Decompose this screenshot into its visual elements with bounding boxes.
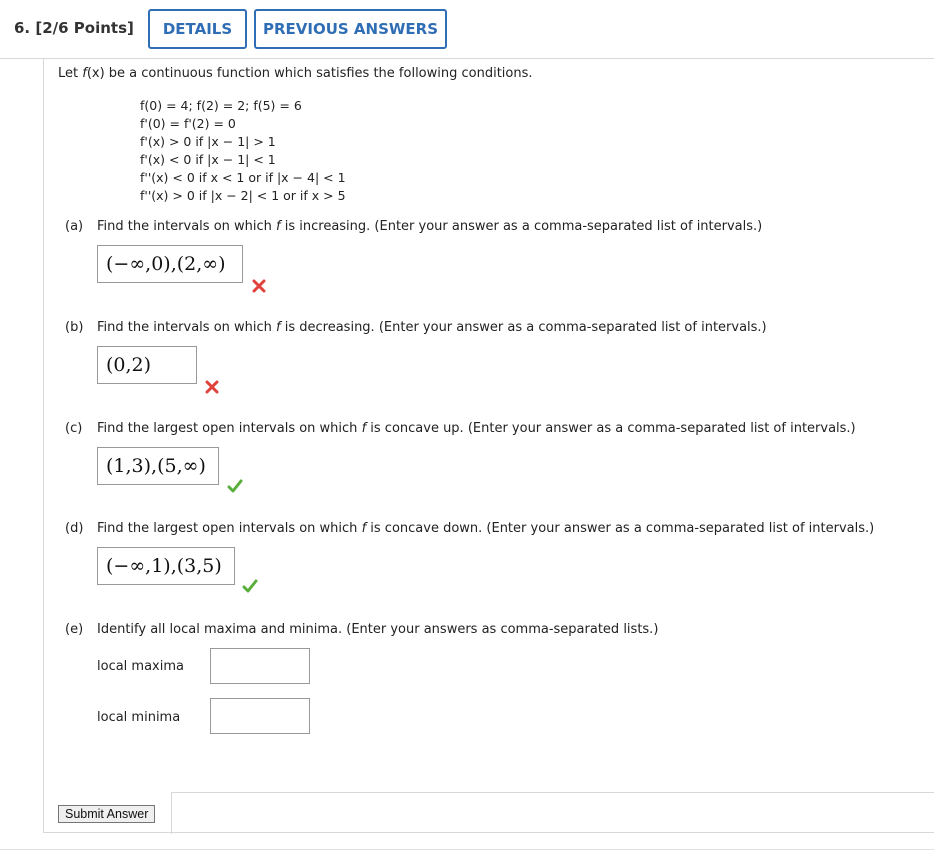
part-a-prompt: (a) Find the intervals on which f is increasing. (Enter your answer as a comma-separated list of intervals.) xyxy=(65,219,763,234)
question-header xyxy=(0,0,934,59)
local-minima-label: local minima xyxy=(97,710,181,725)
part-c-prompt: (c) Find the largest open intervals on which f is concave up. (Enter your answer as a comma-separated list of intervals.) xyxy=(65,421,856,436)
part-a-answer[interactable]: (−∞,0),(2,∞) xyxy=(97,245,243,283)
part-b-answer[interactable]: (0,2) xyxy=(97,346,197,384)
submit-area xyxy=(171,792,934,834)
divider xyxy=(0,849,934,850)
condition-line: f'(x) < 0 if |x − 1| < 1 xyxy=(140,152,276,167)
part-d-answer[interactable]: (−∞,1),(3,5) xyxy=(97,547,235,585)
part-b-prompt: (b) Find the intervals on which f is decreasing. (Enter your answer as a comma-separated list of intervals.) xyxy=(65,320,767,335)
part-d-prompt: (d) Find the largest open intervals on which f is concave down. (Enter your answer as a comma-separated list of intervals.) xyxy=(65,521,875,536)
condition-line: f''(x) < 0 if x < 1 or if |x − 4| < 1 xyxy=(140,170,346,185)
condition-line: f'(x) > 0 if |x − 1| > 1 xyxy=(140,134,276,149)
previous-answers-button[interactable]: PREVIOUS ANSWERS xyxy=(254,9,447,49)
incorrect-x-icon xyxy=(251,278,267,294)
problem-intro: Let f(x) be a continuous function which satisfies the following conditions. xyxy=(58,66,533,81)
submit-answer-button[interactable]: Submit Answer xyxy=(58,805,155,823)
points-label: [2/6 Points] xyxy=(35,19,134,37)
condition-line: f(0) = 4; f(2) = 2; f(5) = 6 xyxy=(140,98,302,113)
question-number: 6. [2/6 Points] xyxy=(14,19,134,37)
details-button[interactable]: DETAILS xyxy=(148,9,247,49)
condition-line: f'(0) = f'(2) = 0 xyxy=(140,116,236,131)
local-maxima-label: local maxima xyxy=(97,659,184,674)
local-minima-input[interactable] xyxy=(210,698,310,734)
part-e-prompt: (e) Identify all local maxima and minima. (Enter your answers as comma-separated lists.) xyxy=(65,622,659,637)
incorrect-x-icon xyxy=(204,379,220,395)
correct-check-icon xyxy=(242,578,258,594)
correct-check-icon xyxy=(227,478,243,494)
local-maxima-input[interactable] xyxy=(210,648,310,684)
part-c-answer[interactable]: (1,3),(5,∞) xyxy=(97,447,219,485)
condition-line: f''(x) > 0 if |x − 2| < 1 or if x > 5 xyxy=(140,188,346,203)
